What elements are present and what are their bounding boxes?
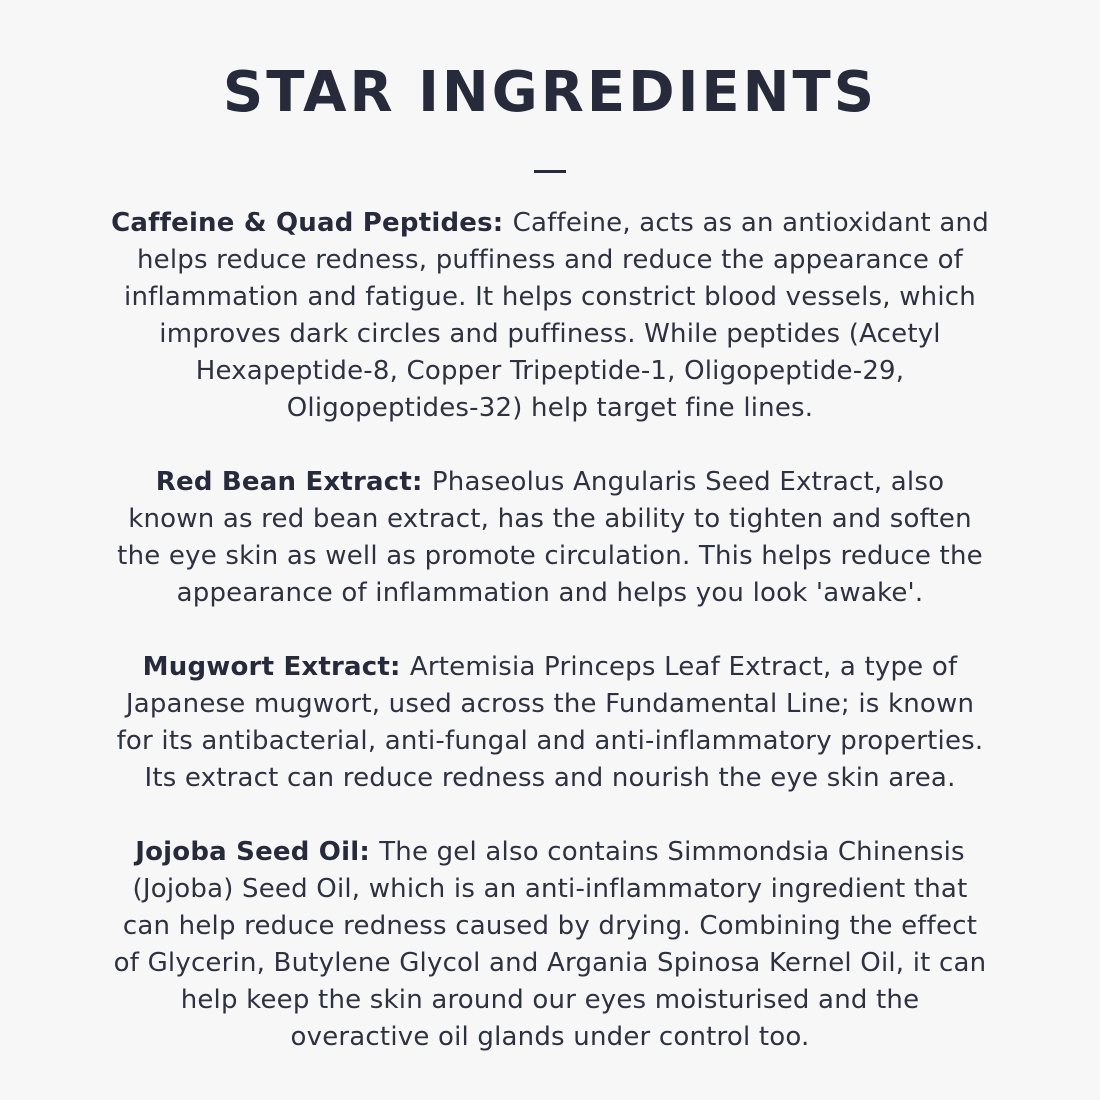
ingredient-name: Red Bean Extract: — [155, 467, 432, 497]
title-divider — [534, 170, 566, 173]
page-title: STAR INGREDIENTS — [222, 60, 878, 125]
ingredient-description: The gel also contains Simmondsia Chinensis (Jojoba) Seed Oil, which is an anti-inflammatory ingredient that can help reduce redness caused by drying. Combining the effect of Glycerin, Butylene Glycol and Argania Spinosa Kernel Oil, it can help keep the skin around our eyes moisturised and the overactive oil glands under control too. — [113, 837, 987, 1052]
ingredient-caffeine-peptides — [110, 205, 990, 427]
ingredient-name: Jojoba Seed Oil: — [135, 837, 380, 867]
ingredient-description: Caffeine, acts as an antioxidant and helps reduce redness, puffiness and reduce the appearance of inflammation and fatigue. It helps constrict blood vessels, which improves dark circles and puffiness. While peptides (Acetyl Hexapeptide-8, Copper Tripeptide-1, Oligopeptide-29, Oligopeptides-32) help target fine lines. — [124, 208, 989, 423]
ingredient-name: Mugwort Extract: — [142, 652, 410, 682]
ingredient-jojoba — [110, 834, 990, 1056]
ingredient-name: Caffeine & Quad Peptides: — [111, 208, 513, 238]
ingredient-list — [110, 205, 990, 1093]
ingredient-description: Artemisia Princeps Leaf Extract, a type of Japanese mugwort, used across the Fundamental Line; is known for its antibacterial, anti-fungal and anti-inflammatory properties. Its extract can reduce redness and nourish the eye skin area. — [116, 652, 984, 793]
ingredient-description: Phaseolus Angularis Seed Extract, also known as red bean extract, has the ability to tighten and soften the eye skin as well as promote circulation. This helps reduce the appearance of inflammation and helps you look 'awake'. — [117, 467, 983, 608]
ingredient-red-bean — [110, 464, 990, 612]
ingredient-mugwort — [110, 649, 990, 797]
